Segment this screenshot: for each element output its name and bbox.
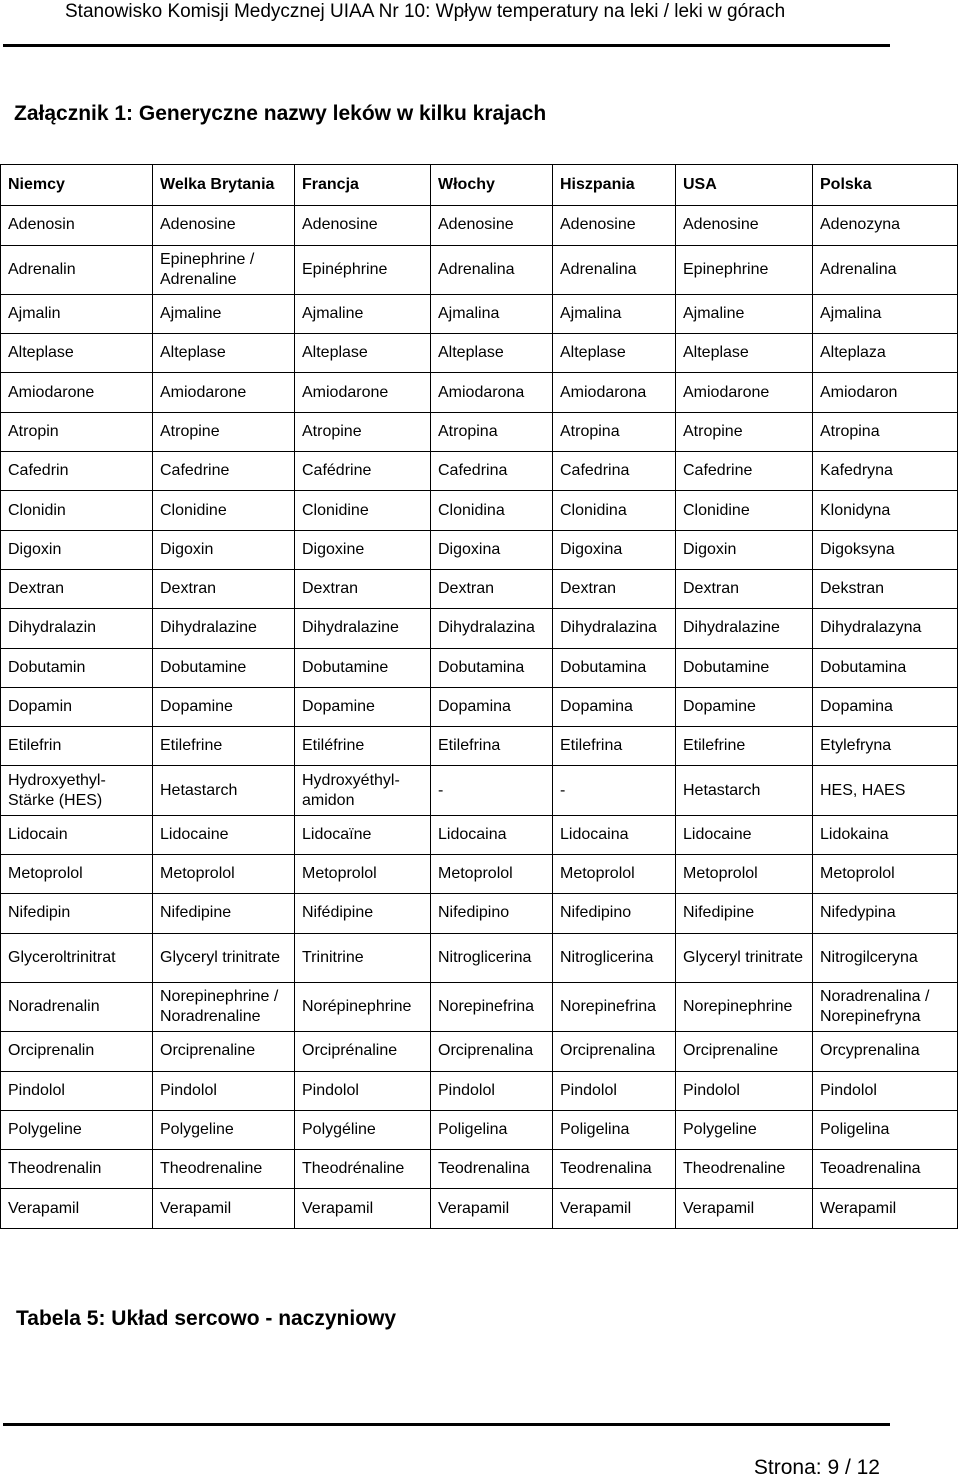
table-cell: Digoxina [553, 530, 676, 569]
table-cell: Dobutamin [1, 648, 153, 687]
table-row [1, 1189, 958, 1228]
table-row [1, 334, 958, 373]
table-cell: Polygeline [153, 1110, 295, 1149]
table-cell: Pindolol [813, 1071, 958, 1110]
table-cell: Metoprolol [431, 855, 553, 894]
table-cell: Digoksyna [813, 530, 958, 569]
table-row [1, 727, 958, 766]
table-row [1, 687, 958, 726]
table-cell: Dextran [295, 569, 431, 608]
table-cell: Pindolol [553, 1071, 676, 1110]
table-cell: Glyceroltrinitrat [1, 933, 153, 982]
table-cell: Dihydralazina [431, 609, 553, 648]
table-cell: Lidokaina [813, 815, 958, 854]
table-cell: Nifedipine [153, 894, 295, 933]
table-cell: Norepinefrina [431, 982, 553, 1031]
column-header: Francja [295, 165, 431, 206]
table-cell: Glyceryl trinitrate [153, 933, 295, 982]
table-cell: Verapamil [295, 1189, 431, 1228]
table-cell: Digoxina [431, 530, 553, 569]
table-cell: Pindolol [153, 1071, 295, 1110]
table-cell: Verapamil [431, 1189, 553, 1228]
table-cell: Dopamin [1, 687, 153, 726]
table-cell: Adenosin [1, 206, 153, 245]
page-header-title: Stanowisko Komisji Medycznej UIAA Nr 10: Wpływ temperatury na leki / leki w górach [65, 1, 786, 22]
table-row [1, 245, 958, 294]
table-cell: Orciprenaline [676, 1032, 813, 1071]
table-cell: Epinephrine / Adrenaline [153, 245, 295, 294]
table-cell: Trinitrine [295, 933, 431, 982]
table-cell: Adrenalina [813, 245, 958, 294]
table-row [1, 206, 958, 245]
table-cell: Ajmalin [1, 294, 153, 333]
table-cell: Clonidine [676, 491, 813, 530]
column-header: Niemcy [1, 165, 153, 206]
table-cell: Amiodarone [153, 373, 295, 412]
table-cell: Ajmaline [153, 294, 295, 333]
table-cell: Norepinefrina [553, 982, 676, 1031]
table-cell: Glyceryl trinitrate [676, 933, 813, 982]
table-cell: Nifedipine [676, 894, 813, 933]
table-cell: Atropine [295, 412, 431, 451]
table-cell: Dextran [553, 569, 676, 608]
table-cell: Nitrogilceryna [813, 933, 958, 982]
table-cell: Etylefryna [813, 727, 958, 766]
table-cell: Cafedrin [1, 452, 153, 491]
table-cell: Teoadrenalina [813, 1150, 958, 1189]
table-cell: Dextran [1, 569, 153, 608]
table-cell: Pindolol [676, 1071, 813, 1110]
table-cell: Etilefrin [1, 727, 153, 766]
table-cell: Alteplase [676, 334, 813, 373]
table-row [1, 609, 958, 648]
table-cell: Dopamina [431, 687, 553, 726]
table-cell: Teodrenalina [431, 1150, 553, 1189]
header-divider [3, 44, 890, 47]
table-cell: Digoxine [295, 530, 431, 569]
table-cell: Atropina [553, 412, 676, 451]
table-cell: Nifedipino [431, 894, 553, 933]
column-header: Welka Brytania [153, 165, 295, 206]
table-cell: Kafedryna [813, 452, 958, 491]
table-cell: Dopamine [676, 687, 813, 726]
table-cell: Nitroglicerina [553, 933, 676, 982]
table-cell: Amiodarona [431, 373, 553, 412]
table-row [1, 294, 958, 333]
table-cell: Atropina [813, 412, 958, 451]
table-cell: Nifedipino [553, 894, 676, 933]
table-cell: Alteplase [153, 334, 295, 373]
table-cell: HES, HAES [813, 766, 958, 815]
footer-divider [3, 1423, 890, 1426]
section-title: Załącznik 1: Generyczne nazwy leków w kilku krajach [14, 102, 547, 125]
table-cell: Ajmaline [295, 294, 431, 333]
table-cell: Polygeline [1, 1110, 153, 1149]
table-cell: Nifedipin [1, 894, 153, 933]
table-cell: Poligelina [813, 1110, 958, 1149]
table-cell: Hydroxyéthyl-amidon [295, 766, 431, 815]
table-cell: Cafédrine [295, 452, 431, 491]
table-cell: Etilefrina [553, 727, 676, 766]
table-cell: Dihydralazine [153, 609, 295, 648]
table-cell: Polygéline [295, 1110, 431, 1149]
table-cell: Dihydralazine [676, 609, 813, 648]
table-cell: Alteplase [431, 334, 553, 373]
table-cell: Cafedrine [676, 452, 813, 491]
table-cell: Verapamil [1, 1189, 153, 1228]
table-cell: Etilefrine [153, 727, 295, 766]
table-cell: Lidocaïne [295, 815, 431, 854]
table-row [1, 569, 958, 608]
table-cell: Noradrenalina / Norepinefryna [813, 982, 958, 1031]
table-cell: Nifédipine [295, 894, 431, 933]
table-cell: Adenosine [431, 206, 553, 245]
table-cell: Verapamil [676, 1189, 813, 1228]
table-cell: Amiodarona [553, 373, 676, 412]
table-row [1, 1032, 958, 1071]
table-cell: Dopamina [813, 687, 958, 726]
table-row [1, 373, 958, 412]
table-cell: Verapamil [553, 1189, 676, 1228]
table-cell: Alteplaza [813, 334, 958, 373]
table-cell: Orciprenalina [553, 1032, 676, 1071]
table-cell: Clonidina [431, 491, 553, 530]
table-cell: Alteplase [553, 334, 676, 373]
table-cell: - [431, 766, 553, 815]
table-cell: Orcyprenalina [813, 1032, 958, 1071]
table-cell: Lidocaina [553, 815, 676, 854]
table-cell: Metoprolol [676, 855, 813, 894]
table-cell: Dextran [676, 569, 813, 608]
table-cell: Clonidine [295, 491, 431, 530]
table-cell: Dihydralazina [553, 609, 676, 648]
table-cell: Polygeline [676, 1110, 813, 1149]
table-cell: Adenosine [295, 206, 431, 245]
table-cell: Clonidina [553, 491, 676, 530]
table-row [1, 648, 958, 687]
table-cell: Poligelina [431, 1110, 553, 1149]
table-cell: Adrenalina [553, 245, 676, 294]
table-row [1, 766, 958, 815]
table-row [1, 1071, 958, 1110]
table-cell: Ajmalina [553, 294, 676, 333]
table-cell: Adrenalina [431, 245, 553, 294]
table-cell: Amiodarone [676, 373, 813, 412]
table-cell: Atropina [431, 412, 553, 451]
drug-names-table [0, 164, 958, 1229]
table-cell: Dobutamina [431, 648, 553, 687]
table-cell: Hetastarch [676, 766, 813, 815]
table-cell: Dopamine [295, 687, 431, 726]
table-cell: Theodrénaline [295, 1150, 431, 1189]
table-cell: Hydroxyethyl-Stärke (HES) [1, 766, 153, 815]
table-cell: Poligelina [553, 1110, 676, 1149]
table-cell: Digoxin [153, 530, 295, 569]
table-cell: Pindolol [431, 1071, 553, 1110]
table-cell: Klonidyna [813, 491, 958, 530]
table-row [1, 491, 958, 530]
table-cell: Clonidine [153, 491, 295, 530]
table-cell: Orciprénaline [295, 1032, 431, 1071]
table-cell: Lidocain [1, 815, 153, 854]
table-cell: Nitroglicerina [431, 933, 553, 982]
table-caption: Tabela 5: Układ sercowo - naczyniowy [16, 1307, 397, 1330]
table-cell: Amiodarone [1, 373, 153, 412]
table-cell: Norepinephrine [676, 982, 813, 1031]
table-cell: Etilefrine [676, 727, 813, 766]
table-cell: Dextran [153, 569, 295, 608]
table-cell: Atropine [153, 412, 295, 451]
table-cell: Atropine [676, 412, 813, 451]
table-row [1, 1150, 958, 1189]
table-row [1, 855, 958, 894]
table-cell: Metoprolol [1, 855, 153, 894]
table-cell: Lidocaina [431, 815, 553, 854]
table-cell: Verapamil [153, 1189, 295, 1228]
table-cell: Adrenalin [1, 245, 153, 294]
table-cell: Norepinephrine / Noradrenaline [153, 982, 295, 1031]
table-cell: Dobutamina [553, 648, 676, 687]
table-cell: Dobutamine [153, 648, 295, 687]
table-cell: Adenozyna [813, 206, 958, 245]
table-cell: Lidocaine [676, 815, 813, 854]
table-cell: Metoprolol [553, 855, 676, 894]
table-cell: Metoprolol [153, 855, 295, 894]
table-cell: Orciprenalin [1, 1032, 153, 1071]
table-cell: Werapamil [813, 1189, 958, 1228]
table-row [1, 894, 958, 933]
table-cell: Noradrenalin [1, 982, 153, 1031]
table-cell: Dobutamine [676, 648, 813, 687]
table-cell: Nifedypina [813, 894, 958, 933]
table-cell: Clonidin [1, 491, 153, 530]
table-cell: Orciprenalina [431, 1032, 553, 1071]
table-row [1, 530, 958, 569]
table-cell: Theodrenalin [1, 1150, 153, 1189]
table-cell: Norépinephrine [295, 982, 431, 1031]
table-cell: Pindolol [295, 1071, 431, 1110]
table-cell: Ajmalina [431, 294, 553, 333]
table-cell: Alteplase [295, 334, 431, 373]
table-cell: Dihydralazin [1, 609, 153, 648]
table-cell: Dobutamina [813, 648, 958, 687]
table-cell: Theodrenaline [676, 1150, 813, 1189]
table-cell: Hetastarch [153, 766, 295, 815]
table-cell: Dihydralazyna [813, 609, 958, 648]
table-cell: Etiléfrine [295, 727, 431, 766]
table-cell: Dopamina [553, 687, 676, 726]
table-row [1, 452, 958, 491]
column-header: Polska [813, 165, 958, 206]
table-cell: Amiodarone [295, 373, 431, 412]
table-cell: Etilefrina [431, 727, 553, 766]
table-cell: Metoprolol [295, 855, 431, 894]
table-header-row [1, 165, 958, 206]
table-cell: Theodrenaline [153, 1150, 295, 1189]
table-row [1, 1110, 958, 1149]
table-row [1, 815, 958, 854]
table-cell: Dobutamine [295, 648, 431, 687]
table-cell: Lidocaine [153, 815, 295, 854]
table-cell: Teodrenalina [553, 1150, 676, 1189]
table-cell: Atropin [1, 412, 153, 451]
table-cell: Adenosine [676, 206, 813, 245]
table-row [1, 933, 958, 982]
table-cell: Orciprenaline [153, 1032, 295, 1071]
column-header: Włochy [431, 165, 553, 206]
table-cell: Pindolol [1, 1071, 153, 1110]
table-cell: Cafedrine [153, 452, 295, 491]
table-cell: Digoxin [1, 530, 153, 569]
table-cell: Metoprolol [813, 855, 958, 894]
table-cell: - [553, 766, 676, 815]
column-header: Hiszpania [553, 165, 676, 206]
column-header: USA [676, 165, 813, 206]
table-cell: Dopamine [153, 687, 295, 726]
table-cell: Dextran [431, 569, 553, 608]
table-cell: Adenosine [553, 206, 676, 245]
table-cell: Cafedrina [553, 452, 676, 491]
table-cell: Amiodaron [813, 373, 958, 412]
table-cell: Dihydralazine [295, 609, 431, 648]
table-cell: Ajmaline [676, 294, 813, 333]
table-row [1, 982, 958, 1031]
table-cell: Ajmalina [813, 294, 958, 333]
table-cell: Digoxin [676, 530, 813, 569]
table-cell: Dekstran [813, 569, 958, 608]
table-cell: Adenosine [153, 206, 295, 245]
table-cell: Epinephrine [676, 245, 813, 294]
page-number: Strona: 9 / 12 [753, 1456, 880, 1479]
table-cell: Alteplase [1, 334, 153, 373]
table-row [1, 412, 958, 451]
table-cell: Cafedrina [431, 452, 553, 491]
table-cell: Epinéphrine [295, 245, 431, 294]
